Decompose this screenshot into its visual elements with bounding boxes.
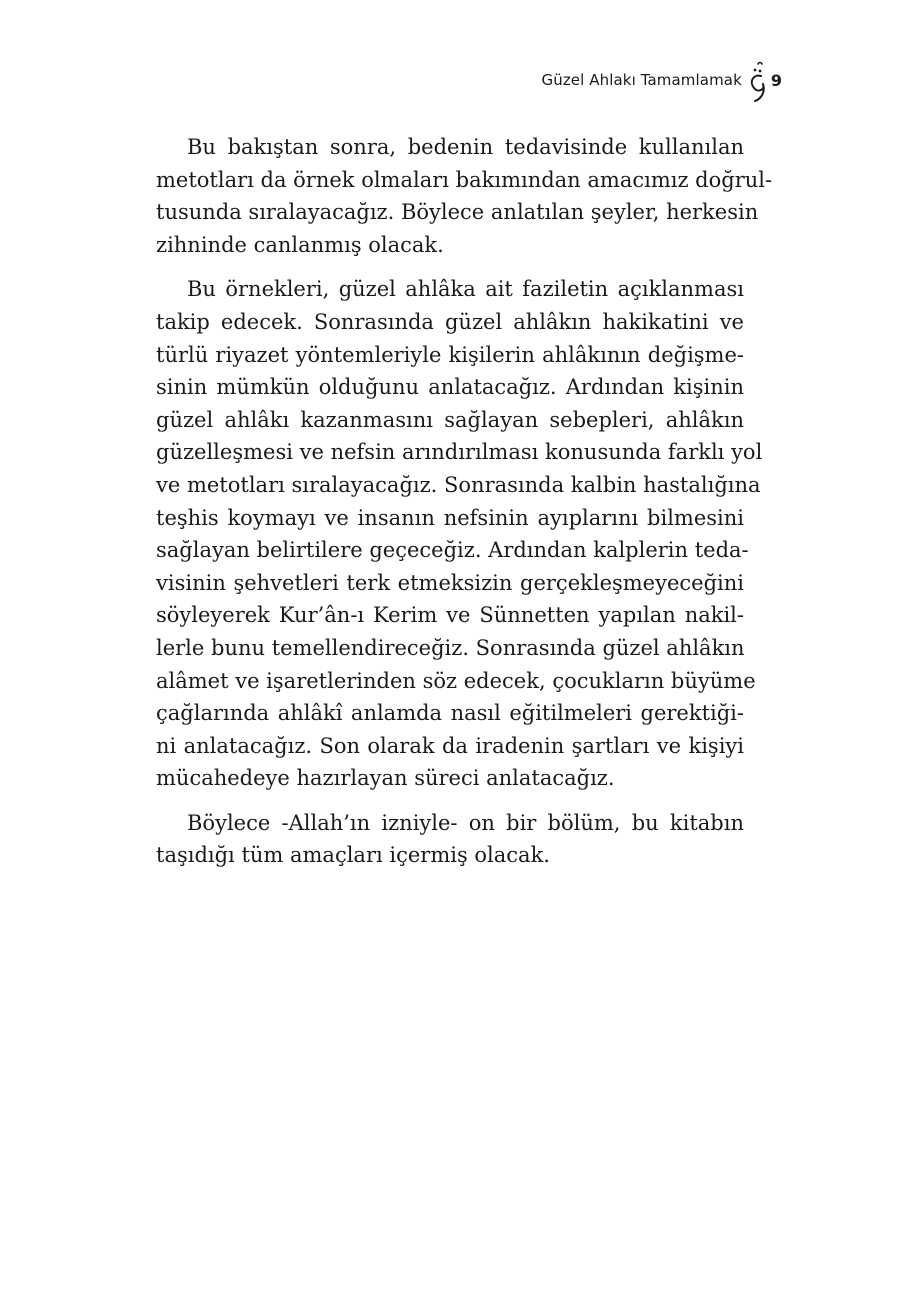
text-line: sinin mümkün olduğunu anlatacağız. Ardından kişinin [156, 375, 744, 400]
text-line: zihninde canlanmış olacak. [156, 232, 444, 257]
text-line: güzelleşmesi ve nefsin arındırılması konusunda farklı yol [156, 440, 763, 465]
text-line: türlü riyazet yöntemleriyle kişilerin ahlâkının değişme- [156, 342, 744, 367]
text-line: alâmet ve işaretlerinden söz edecek, çocukların büyüme [156, 668, 756, 693]
page-number: 9 [770, 70, 782, 90]
text-line: mücahedeye hazırlayan süreci anlatacağız. [156, 766, 615, 791]
text-line: sağlayan belirtilere geçeceğiz. Ardından kalplerin teda- [156, 538, 749, 563]
paragraph-1 [156, 131, 773, 261]
calligraphy-ornament-icon [745, 58, 767, 102]
running-title: Güzel Ahlakı Tamamlamak [541, 71, 742, 89]
text-line: Böylece -Allah’ın izniyle- on bir bölüm, bu kitabın [187, 810, 744, 835]
text-line: lerle bunu temellendireceğiz. Sonrasında güzel ahlâkın [156, 635, 745, 660]
running-header [542, 58, 783, 102]
text-line: güzel ahlâkı kazanmasını sağlayan sebepleri, ahlâkın [156, 407, 744, 432]
text-line: ve metotları sıralayacağız. Sonrasında kalbin hastalığına [156, 472, 761, 497]
body-text [156, 131, 773, 872]
text-line: ni anlatacağız. Son olarak da iradenin şartları ve kişiyi [156, 733, 744, 758]
paragraph-2 [156, 273, 763, 795]
text-line: taşıdığı tüm amaçları içermiş olacak. [156, 843, 550, 868]
text-line: çağlarında ahlâkî anlamda nasıl eğitilmeleri gerektiği- [156, 701, 744, 726]
text-line: Bu bakıştan sonra, bedenin tedavisinde kullanılan [187, 135, 744, 159]
text-line: söyleyerek Kur’ân-ı Kerim ve Sünnetten yapılan nakil- [156, 603, 744, 628]
text-line: tusunda sıralayacağız. Böylece anlatılan şeyler, herkesin [156, 200, 759, 225]
text-line: Bu örnekleri, güzel ahlâka ait faziletin açıklanması [187, 277, 744, 302]
paragraph-3 [156, 807, 744, 872]
text-line: visinin şehvetleri terk etmeksizin gerçekleşmeyeceğini [156, 570, 744, 595]
text-line: metotları da örnek olmaları bakımından amacımız doğrul- [156, 167, 773, 192]
text-line: takip edecek. Sonrasında güzel ahlâkın hakikatini ve [156, 309, 744, 334]
text-line: teşhis koymayı ve insanın nefsinin ayıplarını bilmesini [156, 505, 744, 530]
